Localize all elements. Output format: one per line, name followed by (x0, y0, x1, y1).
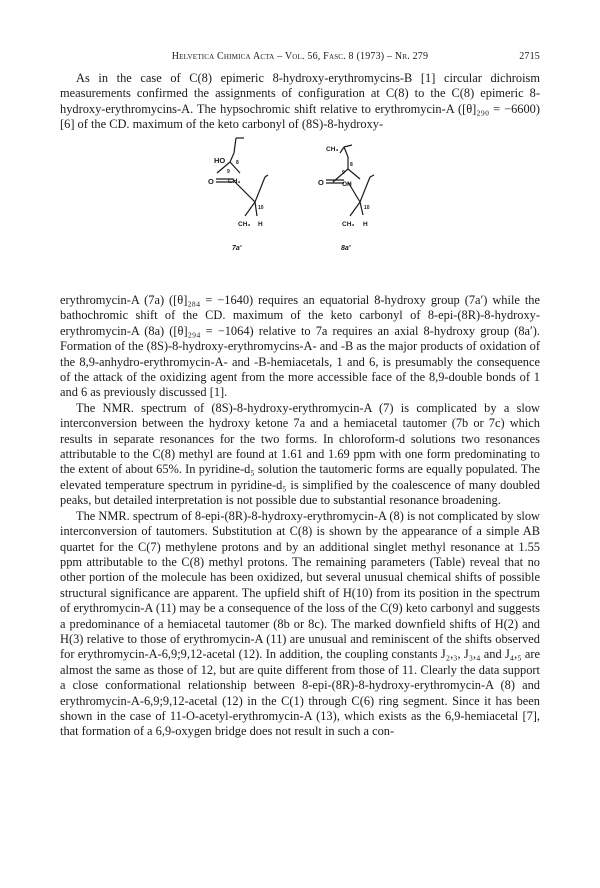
label-ch3: CH₃ (238, 221, 251, 228)
bond (265, 175, 268, 177)
running-header (60, 51, 540, 65)
label-ch3: CH₃ (228, 178, 241, 185)
bond (360, 177, 370, 202)
label-10: 10 (258, 205, 264, 211)
volume-info: – Vol. 56, Fasc. 8 (1973) – Nr. 279 (277, 51, 429, 62)
bond (234, 138, 236, 153)
journal-name: Helvetica Chimica Acta (171, 51, 275, 62)
bond (344, 145, 352, 147)
label-8: 8 (350, 162, 353, 168)
label-8: 8 (236, 160, 239, 166)
running-title (140, 51, 460, 62)
bond (255, 177, 265, 202)
paragraph-3: The NMR. spectrum of (8S)-8-hydroxy-erythromycin-A (7) is complicated by a slow interconversion between the hydroxy ketone 7a and a hemiacetal tautomer (7b or 7c) which results in separate resonances for the two forms. In chloroform-d solutions two resonances attributable to the C(8) methyl are found at 1.61 and 1.69 ppm with one form predominating to the extent of about 65%. In pyridine-d₅ solution the tautomeric forms are equally populated. The elevated temperature spectrum in pyridine-d₅ is simplified by the coalescence of many doubled peaks, but detailed interpretation is not possible due to substantial resonance broadening. (60, 400, 540, 508)
bond (255, 202, 257, 216)
label-ch3: CH₃ (326, 146, 339, 153)
conformation-drawings (200, 133, 400, 283)
bond (340, 147, 344, 153)
bond (348, 169, 360, 179)
label-o: O (208, 177, 214, 186)
label-ch3: CH₃ (342, 221, 355, 228)
paragraph-4: The NMR. spectrum of 8-epi-(8R)-8-hydroxy-erythromycin-A (8) is not complicated by slow interconversion of tautomers. Substitution at C(8) is shown by the appearance of a simple AB quartet for the C(7) methylene protons and by an additional singlet methyl resonance at 1.55 ppm attributable to the C(8) methyl protons. The remaining parameters (Table) reveal that no other portion of the molecule has been oxidized, but several unusual chemical shifts of possible structural significance are apparent. The upfield shift of H(10) from its position in the spectrum of erythromycin-A (11) may be a consequence of the loss of the C(9) keto carbonyl and suggests a predominance of a hemiacetal tautomer (8b or 8c). The marked downfield shifts of H(2) and H(3) relative to those of erythromycin-A (11) are unusual and reminiscent of the shifts observed for erythromycin-A-6,9;9,12-acetal (12). In addition, the coupling constants J₂,₃, J₃,₄ and J₄,₅ are almost the same as those of 12, but are quite different from those of 11. Clearly the data support a close conformational relationship between 8-epi-(8R)-8-hydroxy-erythromycin-A (8) and erythromycin-A-6,9;9,12-acetal (12) in the C(1) through C(6) ring segment. Since it has been shown in the case of 11-O-acetyl-erythromycin-A (13), which exists as the 6,9-hemiacetal [7], that formation of a 6,9-oxygen bridge does not result in such a con- (60, 508, 540, 739)
label-ho: HO (214, 156, 226, 165)
paragraph-2: erythromycin-A (7a) ([θ]₂₈₄ = −1640) requires an equatorial 8-hydroxy group (7a′) while the bathochromic shift of the CD. maximum of the keto carbonyl of 8-epi-(8R)-8-hydroxy-erythromycin-A (8a) ([θ]₂₉₄ = −1064) relative to 7a requires an axial 8-hydroxy group (8a′). Formation of the (8S)-8-hydroxy-erythromycins-A- and -B as the major products of oxidation of the 8,9-anhydro-erythromycin-A- and -B-hemiacetals, 1 and 6, is presumably the consequence of the attack of the oxidizing agent from the more accessible face of the 8,9-double bonds of 1 and 6 as previously discussed [1]. (60, 293, 540, 400)
label-h: H (363, 221, 368, 228)
labels-8a-prime (318, 146, 370, 252)
label-9: 9 (227, 169, 230, 175)
label-9: 9 (342, 170, 345, 176)
bond (360, 202, 363, 215)
label-oh: OH (342, 181, 352, 188)
structure-figure (200, 133, 400, 283)
bond (350, 202, 360, 216)
bond (245, 202, 255, 216)
caption-7a-prime: 7a′ (232, 245, 242, 252)
bond (370, 175, 374, 177)
label-10: 10 (364, 205, 370, 211)
label-h: H (258, 221, 263, 228)
intro-paragraph (60, 71, 540, 133)
page-number: 2715 (519, 51, 540, 62)
label-o: O (318, 178, 324, 187)
bond (344, 147, 348, 157)
paragraph-1: As in the case of C(8) epimeric 8-hydroxy-erythromycins-B [1] circular dichroism measurements confirmed the assignments of configuration at C(8) to the C(8) epimeric 8-hydroxy-erythromycins-A. The hypsochromic shift relative to erythromycin-A ([θ]₂₉₀ = −6600) [6] of the CD. maximum of the keto carbonyl of (8S)-8-hydroxy- (60, 71, 540, 132)
bond (230, 153, 234, 162)
body-text (60, 293, 540, 740)
caption-8a-prime: 8a′ (341, 245, 351, 252)
